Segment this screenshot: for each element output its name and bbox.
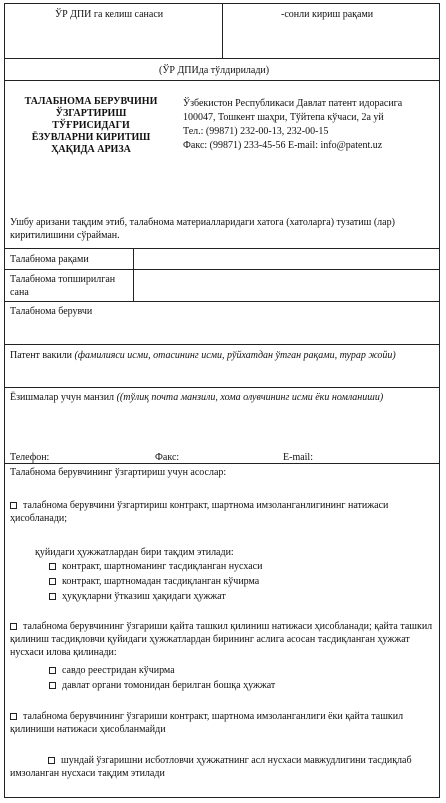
option-2-item <box>49 679 275 692</box>
patent-attorney-hint: (фамилияси исми, отасининг исми, рўйхатдан ўтган рақами, турар жойи) <box>74 350 396 361</box>
ground-option-2 <box>10 620 434 659</box>
form-title <box>11 96 171 156</box>
entry-number-label: -сонли кириш рақами <box>281 9 374 20</box>
filing-date-label: Талабнома топширилган сана <box>10 274 116 298</box>
correspondence-hint: ((тўлиқ почта манзили, хома олувчининг исми ёки номланиши) <box>116 392 384 403</box>
option-2-item-checkbox[interactable] <box>49 682 56 689</box>
option-2-checkbox[interactable] <box>10 623 17 630</box>
option-3-checkbox[interactable] <box>10 713 17 720</box>
correspondence-label: Ёзишмалар учун манзил <box>10 392 115 403</box>
ground-option-3 <box>10 710 434 736</box>
title-line: ЁЗУВЛАРНИ КИРИТИШ <box>31 132 151 143</box>
option-3-text: талабнома берувчининг ўзгариши контракт, шартнома имзоланганлиги ёки қайта ташкил қилиниши натижаси ҳисобланмайди <box>10 711 404 735</box>
applicant-label: Талабнома берувчи <box>10 306 93 317</box>
phone-label: Телефон: <box>10 452 50 463</box>
divider <box>5 463 439 464</box>
option-1-item <box>49 560 262 573</box>
patent-attorney-label: Патент вакили <box>10 350 73 361</box>
option-1-item-checkbox[interactable] <box>49 578 56 585</box>
option-1-text: талабнома берувчини ўзгартириш контракт, шартнома имзоланганлигининг натижаси ҳисобланади; <box>10 500 389 524</box>
receipt-date-label: ЎР ДПИ га келиш санаси <box>55 9 164 20</box>
option-2-item-text: давлат органи томонидан берилган бошқа ҳужжат <box>62 680 276 691</box>
title-line: ТЎҒРИСИДАГИ <box>52 120 130 131</box>
option-2-item-checkbox[interactable] <box>49 667 56 674</box>
address-line: Тел.: (99871) 232-00-13, 232-00-15 <box>183 126 329 137</box>
option-3-sub-text: шундай ўзгаришни исботловчи ҳужжатнинг асл нусхаси мавжудлигини тасдиқлаб имзоланган нусхаси тақдим этилади <box>10 755 412 779</box>
header-divider <box>222 4 223 58</box>
application-form <box>4 3 440 798</box>
address-line: Ўзбекистон Республикаси Давлат патент идорасига <box>183 98 403 109</box>
divider <box>5 301 439 302</box>
divider <box>5 387 439 388</box>
fields-column-divider <box>133 248 134 301</box>
title-line: ЎЗГАРТИРИШ <box>55 108 127 119</box>
app-number-label: Талабнома рақами <box>10 254 89 265</box>
office-fill-note: (ЎР ДПИда тўлдирилади) <box>159 65 270 76</box>
option-1-item-text: контракт, шартноманинг тасдиқланган нусхаси <box>62 561 263 572</box>
option-1-item-text: контракт, шартномадан тасдиқланган кўчирма <box>62 576 260 587</box>
divider <box>5 248 439 249</box>
grounds-heading: Талабнома берувчининг ўзгартириш учун асослар: <box>10 467 227 478</box>
address-line: 100047, Тошкент шаҳри, Тўйтепа кўчаси, 2а уй <box>183 112 384 123</box>
divider <box>5 269 439 270</box>
option-1-sub-heading: қуйидаги ҳужжатлардан бири тақдим этилади: <box>35 547 234 558</box>
title-line: ТАЛАБНОМА БЕРУВЧИНИ <box>24 96 158 107</box>
request-text: Ушбу аризани тақдим этиб, талабнома материалларидаги хатога (хатоларга) тузатиш (лар) киритилишини сўрайман. <box>10 217 395 241</box>
option-3-sub-checkbox[interactable] <box>48 757 55 764</box>
ground-option-1 <box>10 499 430 525</box>
correspondence-field[interactable] <box>9 418 437 448</box>
applicant-field[interactable] <box>9 318 437 342</box>
option-1-item-text: ҳуқуқларни ўтказиш ҳақидаги ҳужжат <box>62 591 226 602</box>
correspondence-address <box>10 391 434 404</box>
title-line: ҲАҚИДА АРИЗА <box>51 144 131 155</box>
option-1-checkbox[interactable] <box>10 502 17 509</box>
option-2-item-text: савдо реестридан кўчирма <box>62 665 175 676</box>
option-1-item <box>49 590 226 603</box>
filing-date-field[interactable] <box>137 271 437 299</box>
header-fill-line <box>5 58 439 59</box>
header-bottom-line <box>5 80 439 81</box>
app-number-field[interactable] <box>137 250 437 268</box>
option-1-item <box>49 575 259 588</box>
office-address <box>183 97 439 153</box>
fax-label: Факс: <box>155 452 180 463</box>
option-3-sub <box>10 754 434 780</box>
option-1-item-checkbox[interactable] <box>49 593 56 600</box>
email-label: E-mail: <box>283 452 313 463</box>
address-line: Факс: (99871) 233-45-56 E-mail: info@patent.uz <box>183 140 383 151</box>
option-1-item-checkbox[interactable] <box>49 563 56 570</box>
option-2-text: талабнома берувчининг ўзгариши қайта ташкил қилиниш натижаси ҳисобланади; қайта ташкил қилиниш тасдиқловчи қуйидаги ҳужжатлардан бирининг аслига асосан тасдиқланган ҳужжат нусхаси илова қилинади: <box>10 621 433 658</box>
divider <box>5 344 439 345</box>
option-2-item <box>49 664 175 677</box>
patent-attorney <box>10 349 434 362</box>
